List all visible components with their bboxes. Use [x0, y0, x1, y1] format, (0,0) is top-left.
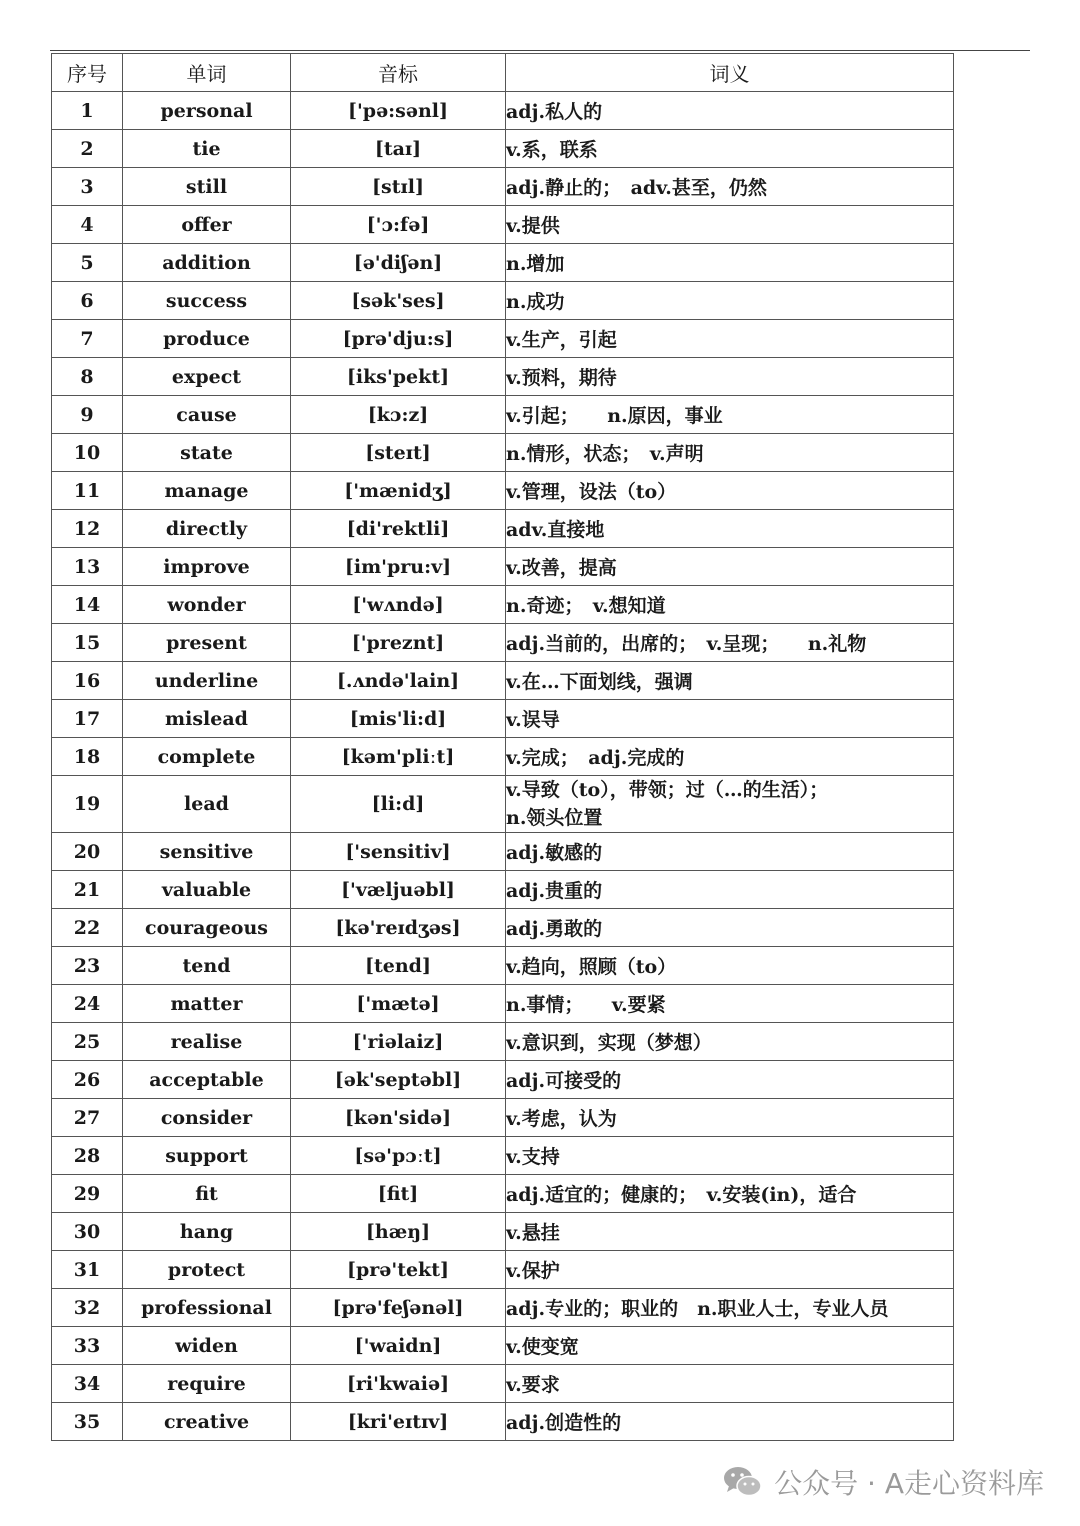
row-meaning: [506, 776, 954, 833]
row-phonetic: [sək'ses]: [291, 282, 506, 320]
row-word: produce: [123, 320, 291, 358]
row-word: state: [123, 434, 291, 472]
row-number: 31: [52, 1251, 123, 1289]
row-word: improve: [123, 548, 291, 586]
row-word: matter: [123, 985, 291, 1023]
table-row: [52, 206, 954, 244]
table-row: [52, 434, 954, 472]
row-meaning: adj.适宜的；健康的； v.安装(in)，适合: [506, 1175, 954, 1213]
row-word: underline: [123, 662, 291, 700]
table-row: [52, 396, 954, 434]
row-number: 29: [52, 1175, 123, 1213]
row-phonetic: ['riəlaiz]: [291, 1023, 506, 1061]
row-meaning: v.使变宽: [506, 1327, 954, 1365]
row-meaning: v.管理，设法（to）: [506, 472, 954, 510]
table-row: [52, 1251, 954, 1289]
table-row: [52, 700, 954, 738]
table-row: [52, 472, 954, 510]
table-row: [52, 1137, 954, 1175]
table-row: [52, 985, 954, 1023]
row-phonetic: [fit]: [291, 1175, 506, 1213]
row-meaning: n.成功: [506, 282, 954, 320]
row-word: success: [123, 282, 291, 320]
row-meaning: adj.当前的，出席的； v.呈现； n.礼物: [506, 624, 954, 662]
header-word: 单词: [123, 54, 291, 92]
row-word: offer: [123, 206, 291, 244]
row-phonetic: ['væljuəbl]: [291, 871, 506, 909]
row-word: manage: [123, 472, 291, 510]
row-meaning-line: v.导致（to），带领；过（…的生活）；: [506, 779, 829, 801]
row-word: creative: [123, 1403, 291, 1441]
row-meaning: v.在…下面划线，强调: [506, 662, 954, 700]
row-meaning: adj.静止的； adv.甚至，仍然: [506, 168, 954, 206]
vocabulary-table: [51, 53, 954, 1441]
row-number: 16: [52, 662, 123, 700]
table-row: [52, 244, 954, 282]
row-meaning: adj.勇敢的: [506, 909, 954, 947]
row-word: present: [123, 624, 291, 662]
row-phonetic: ['pə:sənl]: [291, 92, 506, 130]
row-number: 7: [52, 320, 123, 358]
watermark-text: 公众号 · A走心资料库: [774, 1467, 1044, 1500]
table-row: [52, 1403, 954, 1441]
row-meaning: adj.敏感的: [506, 833, 954, 871]
row-phonetic: [kəm'pliːt]: [291, 738, 506, 776]
table-row: [52, 586, 954, 624]
row-number: 5: [52, 244, 123, 282]
row-word: professional: [123, 1289, 291, 1327]
row-phonetic: ['waidn]: [291, 1327, 506, 1365]
table-row: [52, 1289, 954, 1327]
row-meaning: adv.直接地: [506, 510, 954, 548]
row-number: 14: [52, 586, 123, 624]
row-word: tend: [123, 947, 291, 985]
row-phonetic: ['ɔ:fə]: [291, 206, 506, 244]
row-phonetic: [di'rektli]: [291, 510, 506, 548]
table-row: [52, 1061, 954, 1099]
row-phonetic: ['mætə]: [291, 985, 506, 1023]
table-row: [52, 662, 954, 700]
row-number: 11: [52, 472, 123, 510]
row-meaning: v.趋向，照顾（to）: [506, 947, 954, 985]
row-word: hang: [123, 1213, 291, 1251]
row-number: 24: [52, 985, 123, 1023]
row-number: 1: [52, 92, 123, 130]
row-phonetic: [ək'septəbl]: [291, 1061, 506, 1099]
header-num: 序号: [52, 54, 123, 92]
row-number: 15: [52, 624, 123, 662]
table-row: [52, 1327, 954, 1365]
table-row: [52, 1099, 954, 1137]
row-number: 33: [52, 1327, 123, 1365]
row-word: tie: [123, 130, 291, 168]
row-number: 18: [52, 738, 123, 776]
row-meaning: adj.可接受的: [506, 1061, 954, 1099]
header-ipa: 音标: [291, 54, 506, 92]
table-row: [52, 358, 954, 396]
wechat-icon: [722, 1464, 764, 1500]
row-phonetic: ['preznt]: [291, 624, 506, 662]
table-row: [52, 738, 954, 776]
row-phonetic: [tend]: [291, 947, 506, 985]
row-phonetic: [iks'pekt]: [291, 358, 506, 396]
row-word: consider: [123, 1099, 291, 1137]
row-word: widen: [123, 1327, 291, 1365]
row-word: acceptable: [123, 1061, 291, 1099]
row-meaning: adj.贵重的: [506, 871, 954, 909]
table-row: [52, 624, 954, 662]
row-meaning: v.要求: [506, 1365, 954, 1403]
row-number: 23: [52, 947, 123, 985]
row-meaning: n.情形，状态； v.声明: [506, 434, 954, 472]
table-row: [52, 320, 954, 358]
row-word: require: [123, 1365, 291, 1403]
row-word: complete: [123, 738, 291, 776]
row-number: 2: [52, 130, 123, 168]
row-number: 17: [52, 700, 123, 738]
row-phonetic: [kɔ:z]: [291, 396, 506, 434]
row-meaning: v.保护: [506, 1251, 954, 1289]
table-row: [52, 510, 954, 548]
row-word: cause: [123, 396, 291, 434]
row-word: mislead: [123, 700, 291, 738]
row-number: 35: [52, 1403, 123, 1441]
row-number: 9: [52, 396, 123, 434]
row-word: sensitive: [123, 833, 291, 871]
row-phonetic: [steɪt]: [291, 434, 506, 472]
row-phonetic: [hæŋ]: [291, 1213, 506, 1251]
row-word: courageous: [123, 909, 291, 947]
row-number: 27: [52, 1099, 123, 1137]
row-word: expect: [123, 358, 291, 396]
row-number: 28: [52, 1137, 123, 1175]
row-meaning: n.奇迹； v.想知道: [506, 586, 954, 624]
row-word: support: [123, 1137, 291, 1175]
row-word: still: [123, 168, 291, 206]
row-number: 34: [52, 1365, 123, 1403]
row-word: protect: [123, 1251, 291, 1289]
table-row: [52, 1365, 954, 1403]
table-row: [52, 833, 954, 871]
table-row: [52, 1023, 954, 1061]
row-meaning: v.系，联系: [506, 130, 954, 168]
table-row: [52, 776, 954, 833]
row-meaning: v.考虑，认为: [506, 1099, 954, 1137]
row-meaning: v.支持: [506, 1137, 954, 1175]
row-phonetic: [li:d]: [291, 776, 506, 833]
row-phonetic: [kə'reɪdʒəs]: [291, 909, 506, 947]
row-word: lead: [123, 776, 291, 833]
row-number: 6: [52, 282, 123, 320]
row-meaning: adj.创造性的: [506, 1403, 954, 1441]
row-number: 32: [52, 1289, 123, 1327]
row-meaning: n.增加: [506, 244, 954, 282]
row-phonetic: [stɪl]: [291, 168, 506, 206]
row-phonetic: [ə'diʃən]: [291, 244, 506, 282]
row-phonetic: [prə'feʃənəl]: [291, 1289, 506, 1327]
row-number: 4: [52, 206, 123, 244]
row-meaning: adj.专业的；职业的 n.职业人士，专业人员: [506, 1289, 954, 1327]
row-number: 8: [52, 358, 123, 396]
row-phonetic: [kən'sidə]: [291, 1099, 506, 1137]
row-phonetic: [im'pru:v]: [291, 548, 506, 586]
row-word: fit: [123, 1175, 291, 1213]
row-meaning: adj.私人的: [506, 92, 954, 130]
row-phonetic: ['wʌndə]: [291, 586, 506, 624]
row-meaning: v.提供: [506, 206, 954, 244]
row-number: 20: [52, 833, 123, 871]
row-number: 13: [52, 548, 123, 586]
row-phonetic: [.ʌndə'lain]: [291, 662, 506, 700]
row-number: 3: [52, 168, 123, 206]
row-phonetic: ['sensitiv]: [291, 833, 506, 871]
row-phonetic: [ri'kwaiə]: [291, 1365, 506, 1403]
row-phonetic: [prə'dju:s]: [291, 320, 506, 358]
table-row: [52, 909, 954, 947]
table-row: [52, 871, 954, 909]
row-meaning: v.意识到，实现（梦想）: [506, 1023, 954, 1061]
row-word: wonder: [123, 586, 291, 624]
header-meaning: 词义: [506, 54, 954, 92]
row-word: addition: [123, 244, 291, 282]
table-row: [52, 947, 954, 985]
row-word: realise: [123, 1023, 291, 1061]
row-number: 22: [52, 909, 123, 947]
row-phonetic: [prə'tekt]: [291, 1251, 506, 1289]
row-number: 19: [52, 776, 123, 833]
row-word: valuable: [123, 871, 291, 909]
table-row: [52, 282, 954, 320]
row-phonetic: [mis'li:d]: [291, 700, 506, 738]
row-meaning: v.误导: [506, 700, 954, 738]
table-row: [52, 1213, 954, 1251]
row-word: personal: [123, 92, 291, 130]
row-meaning: v.悬挂: [506, 1213, 954, 1251]
table-row: [52, 130, 954, 168]
row-meaning: v.引起； n.原因，事业: [506, 396, 954, 434]
row-meaning: n.事情； v.要紧: [506, 985, 954, 1023]
row-meaning: v.预料，期待: [506, 358, 954, 396]
watermark: [722, 1462, 1044, 1502]
row-phonetic: [kri'eɪtɪv]: [291, 1403, 506, 1441]
row-meaning: v.改善，提高: [506, 548, 954, 586]
row-meaning-line: n.领头位置: [506, 807, 603, 829]
table-row: [52, 548, 954, 586]
table-row: [52, 1175, 954, 1213]
table-row: [52, 92, 954, 130]
row-meaning: v.生产，引起: [506, 320, 954, 358]
row-phonetic: [sə'pɔːt]: [291, 1137, 506, 1175]
row-meaning: v.完成； adj.完成的: [506, 738, 954, 776]
row-number: 26: [52, 1061, 123, 1099]
header-row: [52, 54, 954, 92]
row-phonetic: [taɪ]: [291, 130, 506, 168]
row-phonetic: ['mænidʒ]: [291, 472, 506, 510]
row-number: 25: [52, 1023, 123, 1061]
row-number: 10: [52, 434, 123, 472]
row-number: 30: [52, 1213, 123, 1251]
row-number: 12: [52, 510, 123, 548]
row-number: 21: [52, 871, 123, 909]
table-row: [52, 168, 954, 206]
row-word: directly: [123, 510, 291, 548]
top-rule: [50, 50, 1030, 51]
